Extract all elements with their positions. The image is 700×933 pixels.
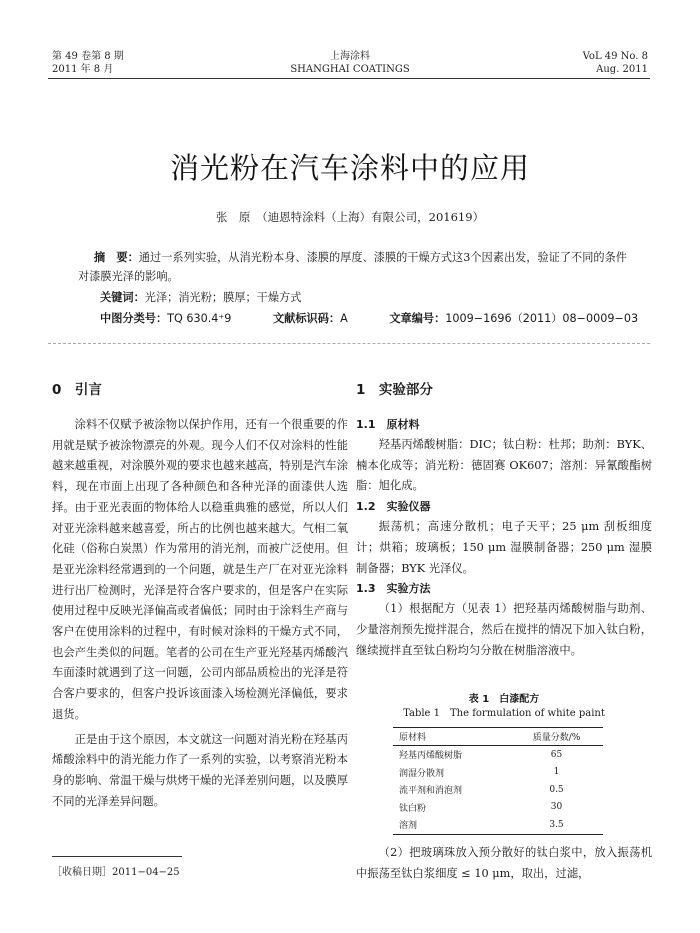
table-1-caption-en: Table 1 The formulation of white paint [403,708,605,719]
table-header-material: 原材料 [393,728,510,746]
journal-name-cn: 上海涂料 [330,51,370,62]
section-0-heading: 0 引言 [52,382,102,398]
table-cell-material: 钛白粉 [399,803,427,814]
intro-paragraph-1: 涂料不仅赋予被涂物以保护作用，还有一个很重要的作用就是赋予被涂物漂亮的外观。现今人们不仅对涂料的性能越来越重视，对涂膜外观的要求也越来越高，特别是汽车涂料，现在市面上出现了各种颜色和各种光泽的面漆供人选择。由于亚光表面的物体给人以稳重典雅的感觉，所以人们对亚光涂料越来越喜爱，所占的比例也越来越大。气相二氧化硅（俗称白炭黑）作为常用的消光剂，而被广泛使用。但是亚光涂料经常遇到的一个问题，就是生产厂在对亚光涂料进行出厂检测时，光泽是符合客户要求的，但是客户在实际使用过程中反映光泽偏高或者偏低；同时由于涂料生产商与客户在使用涂料的过程中，有时候对涂料的干燥方式不同，也会产生类似的问题。笔者的公司在生产亚光羟基丙烯酸汽车面漆时就遇到了这一问题，公司内部品质检出的光泽是符合客户要求的，但客户投诉该面漆入场检测光泽偏低，要求退货。 [52,418,348,721]
article-no-label: 文章编号： [389,312,446,325]
intro-paragraph-2: 正是由于这个原因，本文就这一问题对消光粉在羟基丙烯酸涂料中的消光能力作了一系列的实验，以考察消光粉本身的影响、常温干燥与烘烤干燥的光泽差别问题，以及膜厚不同的光泽差异问题。 [52,732,348,808]
article-no-value: 1009−1696（2011）08−0009−03 [445,312,639,325]
abstract [78,248,638,286]
abstract-divider [48,343,650,344]
keywords-label: 关键词： [100,291,145,304]
table-cell-material: 溶剂 [393,816,510,834]
abstract-text: 通过一系列实验，从消光粉本身、漆膜的厚度、漆膜的干燥方式这3个因素出发，验证了不同的条件对漆膜光泽的影响。 [78,251,627,283]
author-line: 张 原 （迪恩特涂料（上海）有限公司，201619） [215,210,485,224]
right-column-body [356,415,652,661]
table-row [393,746,603,764]
header-right [583,50,648,76]
page-title: 消光粉在汽车涂料中的应用 [169,151,530,185]
abstract-label: 摘 要： [94,251,139,264]
header-date-en: Aug. 2011 [596,64,648,75]
table-1-caption-cn: 表 1 白漆配方 [468,694,540,705]
table-header-mass-fraction: 质量分数/% [510,728,603,746]
header-volume-cn: 第 49 卷第 8 期 [52,51,124,62]
materials-text: 羟基丙烯酸树脂：DIC；钛白粉：杜邦；助剂：BYK、楠本化成等；消光粉：德固赛 OK607；溶剂：异氰酸酯树脂：旭化成。 [356,438,652,493]
table-cell-value: 1 [553,767,560,778]
formulation-table [393,727,603,835]
footnote-rule [52,856,182,857]
doc-code-value: A [340,312,348,325]
table-1-caption [356,693,652,721]
left-column-body [52,415,348,812]
table-cell-value: 0.5 [549,784,564,795]
table-cell-material: 流平剂和消泡剂 [399,786,463,797]
table-cell-value: 3.5 [510,816,603,834]
clc-value: TQ 630.4⁺9 [167,312,232,325]
header-date-cn: 2011 年 8 月 [52,64,114,75]
keywords [100,289,301,305]
subsection-1-1-title: 1.1 原材料 [356,418,420,431]
table-row [393,781,603,799]
method-step-2: （2）把玻璃珠放入预分散好的钛白浆中，放入振荡机中振荡至钛白浆细度 ≤ 10 μm，取出，过滤， [356,846,652,880]
header-volume-en: VoL 49 No. 8 [582,51,648,62]
table-cell-material: 羟基丙烯酸树脂 [399,751,463,762]
clc-label: 中图分类号： [100,312,168,325]
table-cell-value: 65 [550,749,563,760]
method-step-2-block [356,843,652,884]
journal-name-en: SHANGHAI COATINGS [290,64,410,75]
table-cell-material: 润湿分散剂 [399,768,445,779]
table-cell-value: 30 [550,802,563,813]
header-rule [48,78,650,79]
subsection-1-3-title: 1.3 实验方法 [356,582,431,596]
subsection-1-2-title: 1.2 实验仪器 [356,500,431,514]
received-date: ［收稿日期］2011−04−25 [52,867,180,878]
section-1-heading: 1 实验部分 [356,382,433,398]
table-row [393,764,603,782]
instruments-text: 振荡机；高速分散机；电子天平；25 μm 刮板细度计；烘箱；玻璃板；150 μm 湿膜制备器；250 μm 湿膜制备器；BYK 光泽仪。 [356,520,652,575]
keywords-text: 光泽；消光粉；膜厚；干燥方式 [144,291,302,304]
table-row [393,816,603,834]
method-step-1: （1）根据配方（见表 1）把羟基丙烯酸树脂与助剂、少量溶剂预先搅拌混合，然后在搅拌的情况下加入钛白粉，继续搅拌直至钛白粉均匀分散在树脂溶液中。 [356,602,652,657]
doc-code-label: 文献标识码： [272,312,341,325]
classification-line [100,310,658,326]
table-row [393,799,603,817]
